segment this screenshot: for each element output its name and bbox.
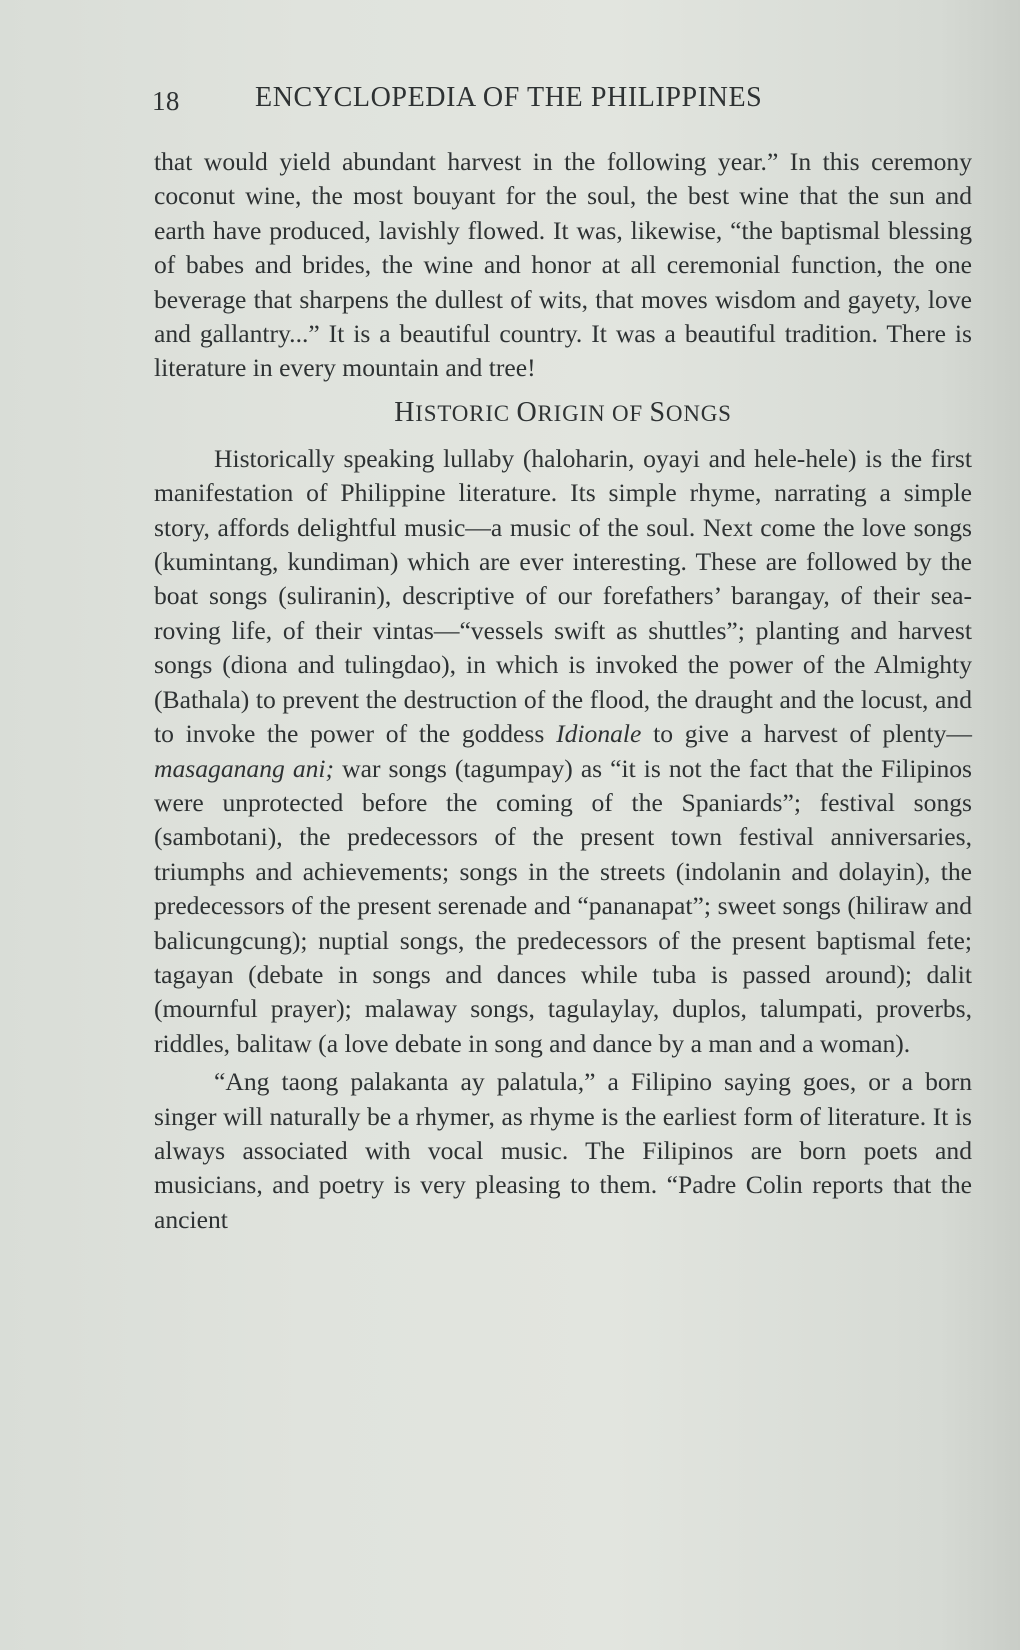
heading-word-of: OF (611, 400, 643, 426)
page-number: 18 (152, 86, 180, 116)
page-header (152, 82, 972, 122)
italic-term: Idionale (556, 719, 642, 749)
heading-initial-h: H (394, 396, 416, 428)
paragraph-text: war songs (tagumpay) as “it is not the fact that the Filipinos were unprotected before the coming of the Spaniards”; festival songs (sambotani), the predecessors of the present town festival anniversaries, triumphs and achievements; songs in the streets (indolanin and dolayin), the predecessors of the present serenade and “pananapat”; sweet songs (hiliraw and balicungcung); nuptial songs, the predecessors of the present baptismal fete; tagayan (debate in songs and dances while tuba is passed around); dalit (mournful prayer); malaway songs, tagulaylay, duplos, talumpati, proverbs, riddles, balitaw (a love debate in song and dance by a man and a woman). (154, 753, 972, 1058)
heading-initial-s: S (649, 396, 666, 428)
section-heading (154, 396, 972, 430)
running-title: ENCYCLOPEDIA OF THE PHILIPPINES (255, 82, 763, 113)
page-body (154, 145, 972, 1237)
paragraph-historic-origin (154, 442, 972, 1061)
heading-word-songs: ONGS (665, 400, 732, 426)
heading-initial-o: O (516, 396, 538, 428)
paragraph-continued: that would yield abundant harvest in the following year.” In this ceremony coconut wine, the most bouyant for the soul, the best wine that the sun and earth have produced, lavishly flowed. It was, likewise, “the baptismal blessing of babes and brides, the wine and honor at all ceremonial function, the one beverage that sharpens the dullest of wits, that moves wisdom and gayety, love and gallantry...” It is a beautiful country. It was a beautiful tradition. There is literature in every mountain and tree! (154, 147, 972, 383)
paragraph-filipino-saying: “Ang taong palakanta ay palatula,” a Filipino saying goes, or a born singer will naturally be a rhymer, as rhyme is the earliest form of literature. It is always associated with vocal music. The Filipinos are born poets and musicians, and poetry is very pleasing to them. “Padre Colin reports that the ancient (154, 1067, 972, 1234)
heading-word-origin: RIGIN (537, 400, 606, 426)
paragraph-text: Historically speaking lullaby (haloharin, oyayi and hele-hele) is the first manifestation of Philippine literature. Its simple rhyme, narrating a simple story, affords delightful music—a music of the soul. Next come the love songs (kumintang, kundiman) which are ever interesting. These are followed by the boat songs (suliranin), descriptive of our forefathers’ barangay, of their sea-roving life, of their vintas—“vessels swift as shuttles”; planting and harvest songs (diona and tulingdao), in which is invoked the power of the Almighty (Bathala) to prevent the destruction of the flood, the draught and the locust, and to invoke the power of the goddess (154, 443, 972, 749)
paragraph-text: to give a harvest of plenty— (641, 719, 973, 749)
heading-word-historic: ISTORIC (415, 400, 510, 426)
italic-term: masaganang ani; (154, 753, 335, 783)
